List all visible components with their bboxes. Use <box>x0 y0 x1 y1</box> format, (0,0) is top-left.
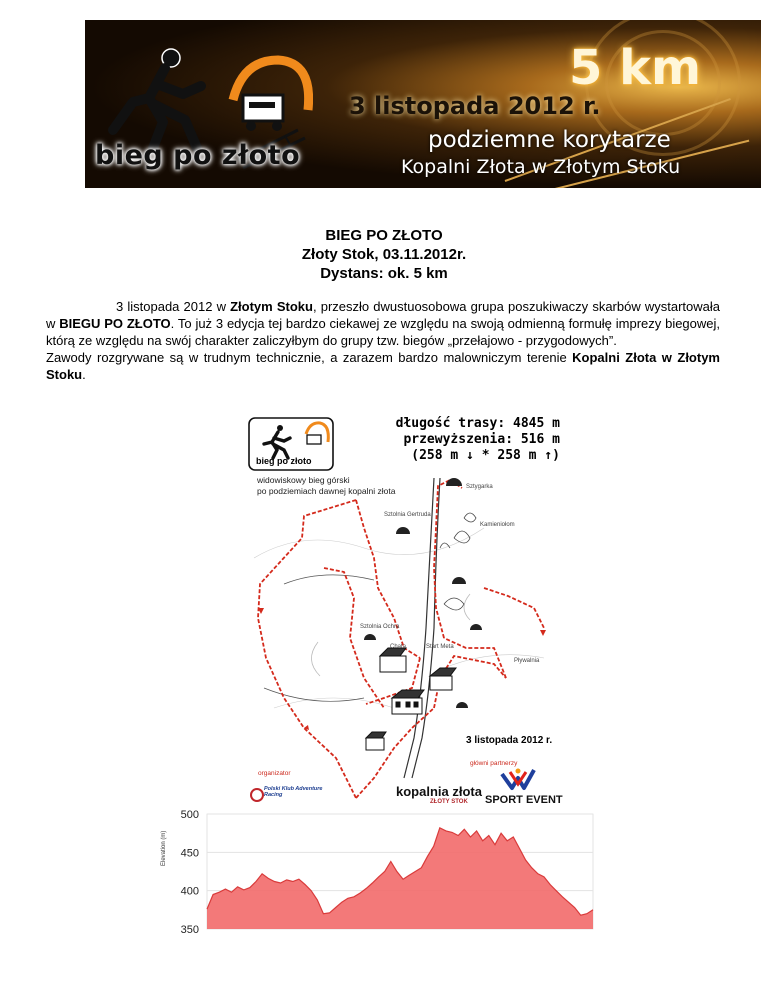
article-body <box>46 298 720 383</box>
y-tick-label: 450 <box>180 847 199 860</box>
banner-date: 3 listopada 2012 r. <box>349 92 601 120</box>
sport-event-logo-icon <box>498 766 538 794</box>
text: Zawody rozgrywane są w trudnym technicznie, a zarazem bardzo malowniczym terenie <box>46 350 573 365</box>
partners-label: główni partnerzy <box>470 760 518 767</box>
map-label: Start Meta <box>426 644 454 650</box>
map-logo-text: bieg po złoto <box>256 456 312 466</box>
text: . To już 3 edycja tej bardzo ciekawej ze względu na swoją odmienną formułę imprezy biegowej, którą ze względu na swój charakter zaliczyłbym do grupy tzw. biegów „przełajowo - przygodowych”. <box>46 316 721 348</box>
paragraph-1 <box>46 298 720 349</box>
map-label: Sztolnia Gertruda <box>384 512 431 518</box>
map-tagline-2: po podziemiach dawnej kopalni złota <box>257 486 396 496</box>
route-climb: przewyższenia: 516 m <box>403 432 560 447</box>
banner-subtitle-2: Kopalni Złota w Złotym Stoku <box>401 156 681 178</box>
elevation-chart-svg <box>163 804 595 934</box>
map-label: Pływalnia <box>514 658 540 664</box>
route-updown: (258 m ↓ * 258 m ↑) <box>411 448 560 463</box>
y-tick-label: 350 <box>180 924 199 934</box>
banner-subtitle: podziemne korytarze <box>428 127 671 153</box>
organizer-name: Polski Klub Adventure Racing <box>264 786 323 798</box>
map-date: 3 listopada 2012 r. <box>466 735 553 746</box>
map-label: Kamieniołom <box>480 522 515 528</box>
map-label: Sztygarka <box>466 484 493 490</box>
bold-text: BIEGU PO ZŁOTO <box>59 316 171 331</box>
y-tick-label: 500 <box>180 809 199 821</box>
banner-distance: 5 km <box>568 40 701 96</box>
banner-logo-text: bieg po złoto <box>95 140 301 171</box>
route-length: długość trasy: 4845 m <box>395 416 560 431</box>
y-tick-label: 400 <box>180 885 199 898</box>
partner-sport-event: SPORT EVENT <box>485 794 563 806</box>
chart-y-axis-label: Elevation (m) <box>161 830 167 866</box>
partner-kopalnia-sub: ZŁOTY STOK <box>430 799 468 805</box>
map-label: Sztolnia Ochra <box>360 624 400 630</box>
map-label: Chata <box>390 644 407 650</box>
paragraph-2 <box>46 349 720 383</box>
page-title: BIEG PO ZŁOTO <box>325 227 443 244</box>
text: , przeszło dwustuosobowa grupa poszukiwaczy skarbów wystartowała w <box>46 299 720 331</box>
organizer-logo-icon <box>250 788 264 802</box>
distance-heading: Dystans: ok. 5 km <box>320 265 448 282</box>
text: . <box>82 367 86 382</box>
elevation-chart <box>163 804 595 934</box>
map-tagline: widowiskowy bieg górski <box>257 475 350 485</box>
partner-kopalnia: kopalnia złota <box>396 784 482 799</box>
text: 3 listopada 2012 w <box>116 299 231 314</box>
route-map-drawing <box>244 408 564 808</box>
organizer-label: organizator <box>258 770 291 777</box>
route-map <box>244 408 564 808</box>
place-date: Złoty Stok, 03.11.2012r. <box>301 246 467 263</box>
header-banner <box>85 20 761 188</box>
bold-text: Złotym Stoku <box>230 299 313 314</box>
bold-text: Kopalni Złota w Złotym Stoku <box>46 350 720 382</box>
